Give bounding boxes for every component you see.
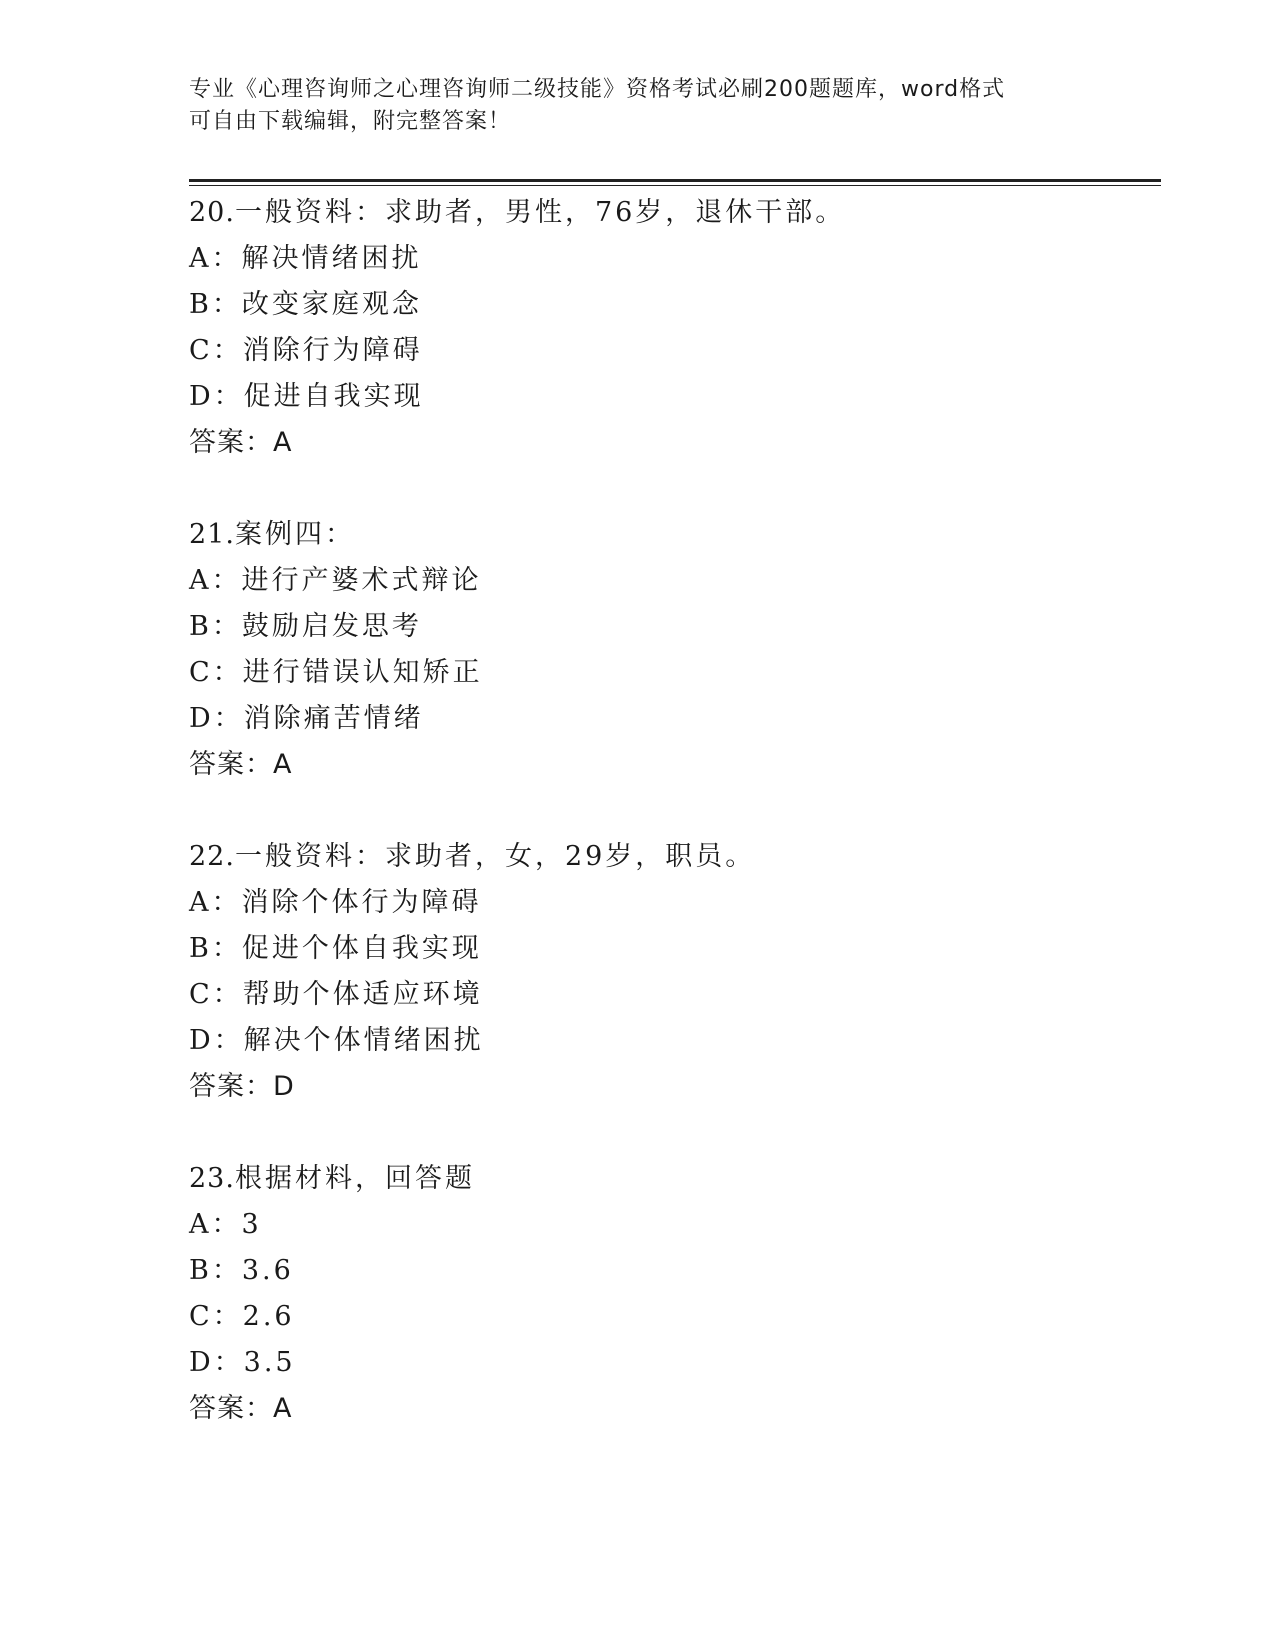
- option-d: D：解决个体情绪困扰: [189, 1025, 484, 1056]
- option-c: C：消除行为障碍: [189, 335, 423, 366]
- option-d: D：消除痛苦情绪: [189, 703, 424, 734]
- question-stem: [189, 834, 1149, 880]
- question-number: 22.: [189, 841, 235, 872]
- document-header: [189, 74, 1089, 138]
- answer: 答案：D: [189, 1071, 295, 1102]
- question-text: 案例四：: [234, 519, 355, 550]
- option-b: B：鼓励启发思考: [189, 611, 422, 642]
- question-number: 23.: [189, 1163, 235, 1194]
- question-20: [189, 190, 1149, 466]
- option-a: A：进行产婆术式辩论: [189, 565, 482, 596]
- question-23: [189, 1156, 1149, 1432]
- question-number: 20.: [189, 197, 235, 228]
- question-list: [189, 190, 1149, 1478]
- option-a: A：3: [189, 1209, 262, 1240]
- header-divider-thick: [189, 179, 1161, 182]
- answer: 答案：A: [189, 749, 293, 780]
- header-divider-thin: [189, 185, 1161, 186]
- question-stem: [189, 190, 1149, 236]
- option-d: D：促进自我实现: [189, 381, 424, 412]
- answer: 答案：A: [189, 427, 293, 458]
- option-d: D：3.5: [189, 1347, 296, 1378]
- option-b: B：改变家庭观念: [189, 289, 422, 320]
- option-b: B：促进个体自我实现: [189, 933, 482, 964]
- question-21: [189, 512, 1149, 788]
- option-c: C：2.6: [189, 1301, 295, 1332]
- question-text: 一般资料：求助者，男性，76岁，退休干部。: [234, 197, 846, 228]
- option-a: A：消除个体行为障碍: [189, 887, 482, 918]
- question-number: 21.: [189, 519, 235, 550]
- question-text: 一般资料：求助者，女，29岁，职员。: [234, 841, 756, 872]
- option-c: C：进行错误认知矫正: [189, 657, 483, 688]
- question-stem: [189, 512, 1149, 558]
- answer: 答案：A: [189, 1393, 293, 1424]
- question-stem: [189, 1156, 1149, 1202]
- option-b: B：3.6: [189, 1255, 294, 1286]
- header-line-1: 专业《心理咨询师之心理咨询师二级技能》资格考试必刷200题题库，word格式: [189, 77, 1006, 102]
- question-text: 根据材料，回答题: [234, 1163, 475, 1194]
- option-a: A：解决情绪困扰: [189, 243, 422, 274]
- option-c: C：帮助个体适应环境: [189, 979, 483, 1010]
- question-22: [189, 834, 1149, 1110]
- header-line-2: 可自由下载编辑，附完整答案！: [189, 109, 512, 134]
